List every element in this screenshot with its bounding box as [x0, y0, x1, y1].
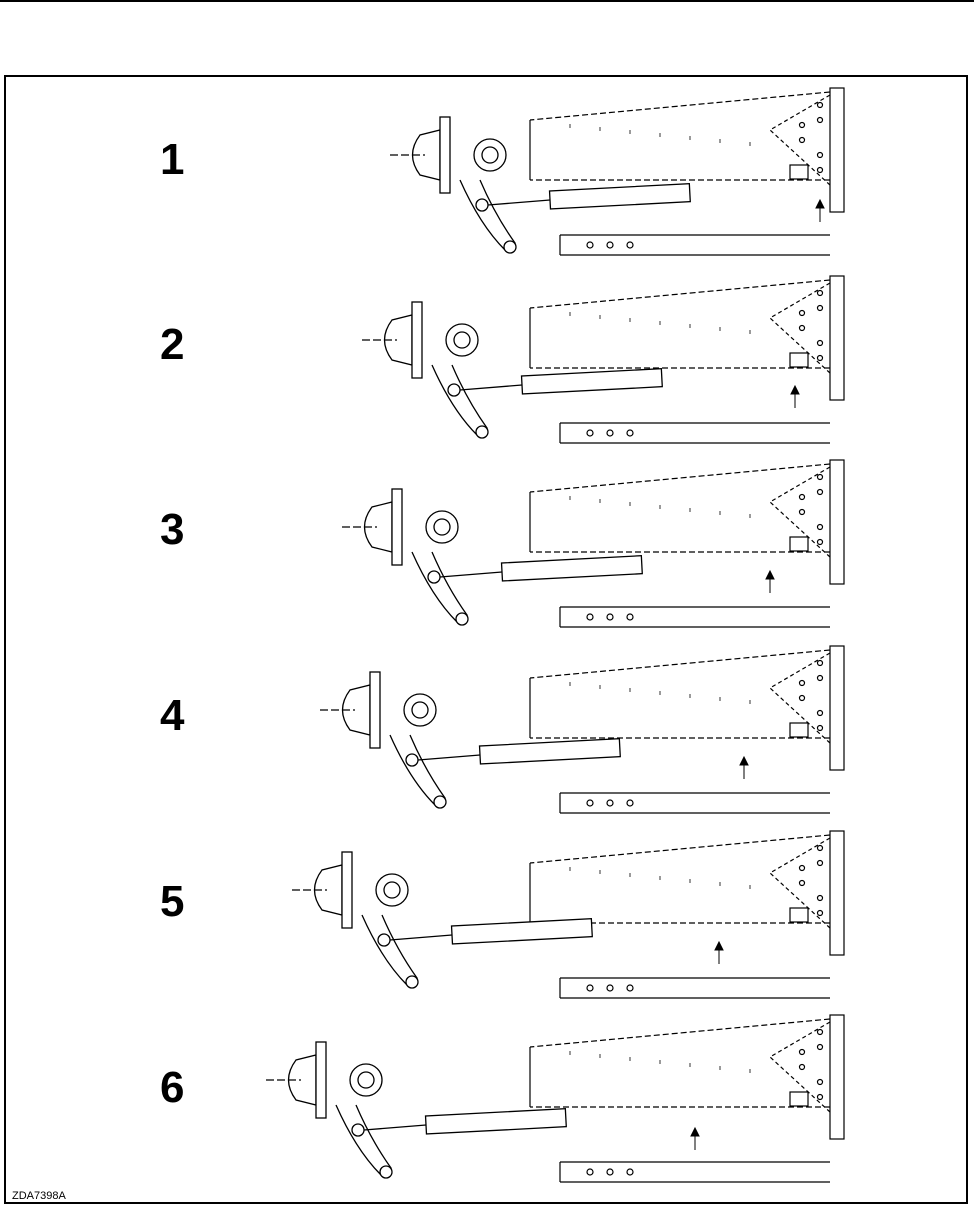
step-number-3: 3: [160, 505, 185, 554]
step-number-6: 6: [160, 1063, 185, 1112]
step-4-hub: [320, 672, 620, 808]
step-4-drawing: [530, 646, 844, 813]
step-3-hub: [342, 489, 642, 625]
step-6-drawing: [530, 1015, 844, 1182]
step-4-arrow-icon: [740, 757, 748, 779]
step-6-hub: [266, 1042, 566, 1178]
step-1-arrow-icon: [816, 200, 824, 222]
step-1-hub: [390, 117, 690, 253]
step-3-arrow-icon: [766, 571, 774, 593]
step-3-drawing: [530, 460, 844, 627]
step-number-5: 5: [160, 877, 185, 926]
step-5-drawing: [530, 831, 844, 998]
step-2-arrow-icon: [791, 386, 799, 408]
step-6-arrow-icon: [691, 1128, 699, 1150]
step-number-1: 1: [160, 135, 185, 184]
step-5-arrow-icon: [715, 942, 723, 964]
step-number-4: 4: [160, 691, 185, 740]
step-1-drawing: [530, 88, 844, 255]
step-5-hub: [292, 852, 592, 988]
step-2-drawing: [530, 276, 844, 443]
step-2-hub: [362, 302, 662, 438]
step-number-2: 2: [160, 320, 185, 369]
figure-code: ZDA7398A: [12, 1190, 66, 1202]
